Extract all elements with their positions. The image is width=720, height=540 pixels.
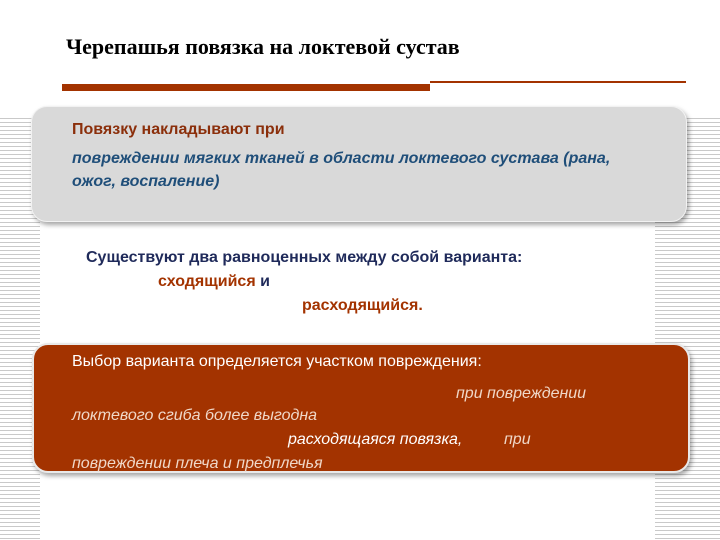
variant-line-1 — [158, 273, 270, 291]
indication-text: повреждении мягких тканей в области локтевого сустава (рана, ожог, воспаление) — [72, 150, 611, 190]
slide-title: Черепашья повязка на локтевой сустав — [66, 34, 460, 59]
choice-diverging-bandage: расходящаяся повязка, — [288, 431, 463, 448]
indication-box — [31, 106, 687, 222]
choice-text-line-3: локтевого сгиба более выгодна — [72, 407, 318, 424]
choice-heading: Выбор варианта определяется участком повреждения: — [72, 353, 482, 370]
variant-conjunction: и — [255, 273, 270, 290]
title-underline-thin — [430, 81, 686, 83]
choice-text-line-2: при повреждении — [456, 385, 587, 402]
indication-heading: Повязку накладывают при — [72, 121, 285, 138]
title-underline-thick — [62, 84, 430, 91]
variant-converging: сходящийся — [158, 273, 256, 290]
choice-converging-bandage: сходящаяся. — [362, 481, 465, 498]
choice-text-line-5: повреждении плеча и предплечья — [72, 455, 323, 472]
choice-text-line-4b: при — [504, 431, 531, 448]
variant-diverging: расходящийся. — [302, 297, 423, 314]
variants-intro: Существуют два равноценных между собой варианта: — [86, 249, 523, 266]
choice-box — [32, 343, 690, 498]
